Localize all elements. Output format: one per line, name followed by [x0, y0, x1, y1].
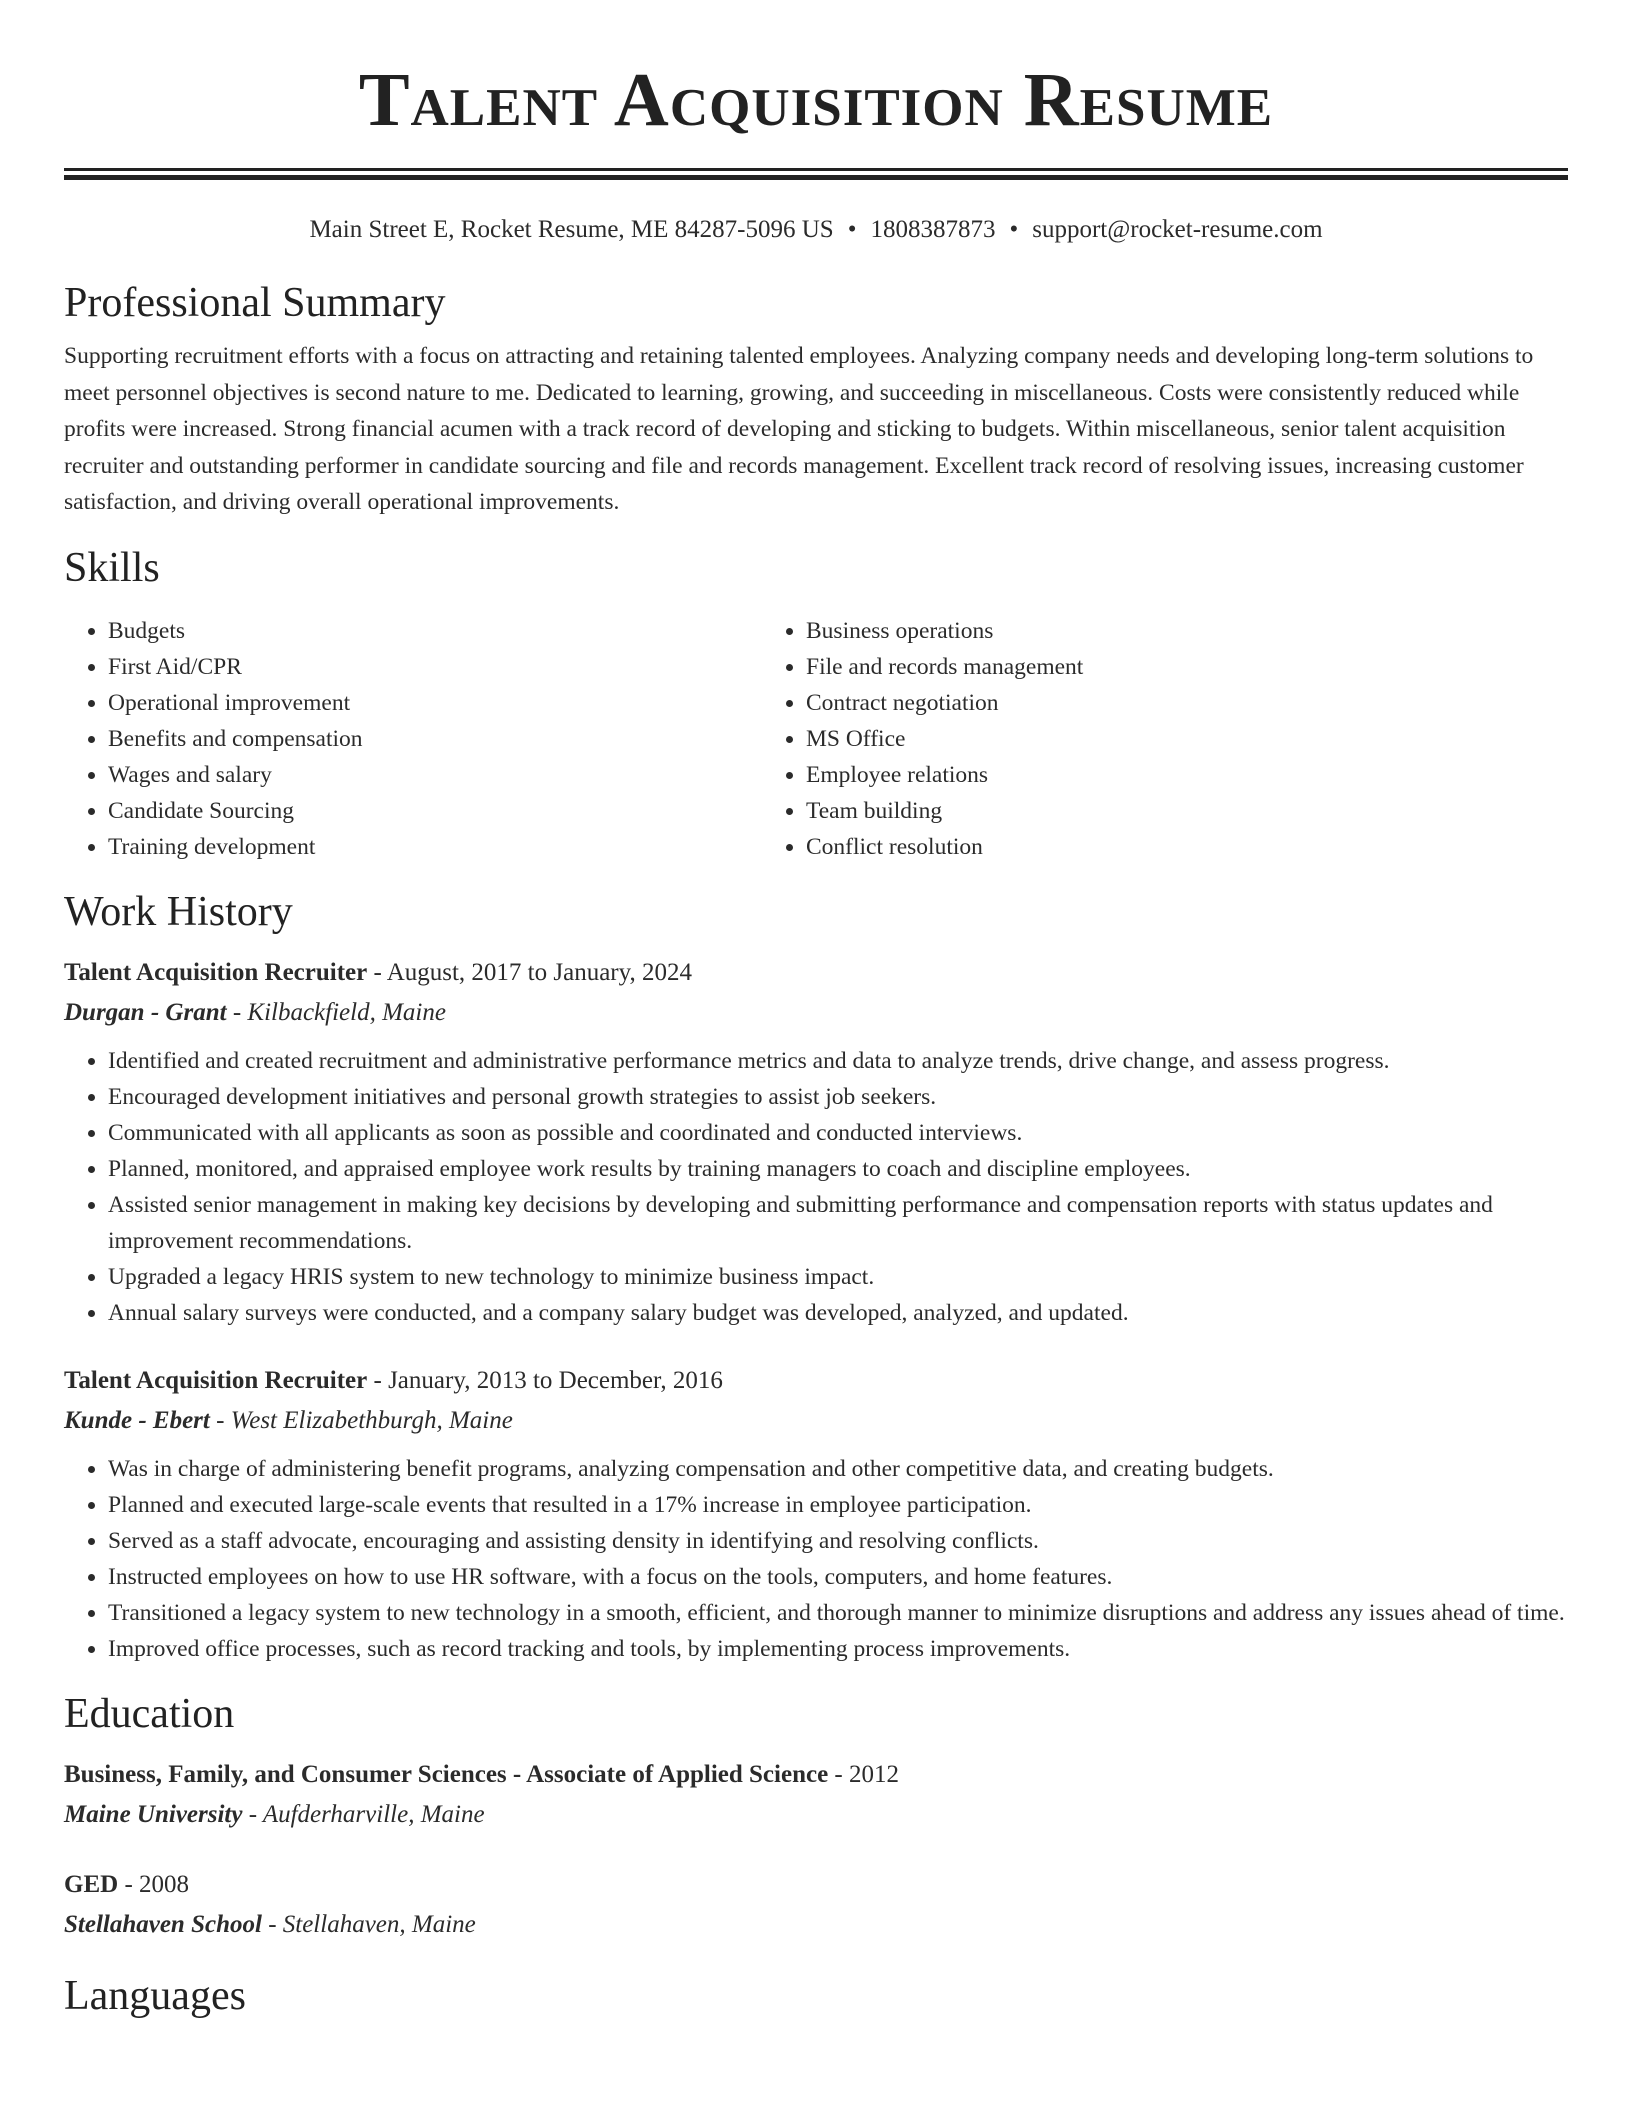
job-duties: [64, 1451, 1568, 1667]
job-title: Talent Acquisition Recruiter: [64, 1366, 368, 1394]
title-divider: [64, 168, 1568, 180]
job-company: Durgan - Grant: [64, 998, 227, 1026]
job-duty: • Annual salary surveys were conducted, and a company salary budget was developed, analyzed, and updated.: [108, 1295, 1568, 1331]
education-degree: Business, Family, and Consumer Sciences - Associate of Applied Science: [64, 1760, 829, 1788]
job-employer: Durgan - Grant - Kilbackfield, Maine: [64, 998, 446, 1026]
job-company: Kunde - Ebert: [64, 1406, 210, 1434]
job-duty: • Planned, monitored, and appraised employee work results by training managers to coach and discipline employees.: [108, 1151, 1568, 1187]
education-location: Aufderharville, Maine: [262, 1800, 485, 1828]
contact-address: Main Street E, Rocket Resume, ME 84287-5096 US: [309, 216, 834, 243]
skill-item: • First Aid/CPR: [108, 649, 762, 685]
education-heading: Education: [64, 1690, 235, 1737]
education-institution: Stellahaven School - Stellahaven, Maine: [64, 1910, 476, 1938]
skill-item: • Conflict resolution: [806, 829, 1568, 865]
contact-phone: 1808387873: [870, 216, 996, 243]
education-header: GED - 2008: [64, 1870, 190, 1898]
job-duty: • Upgraded a legacy HRIS system to new technology to minimize business impact.: [108, 1259, 1568, 1295]
job-location: Kilbackfield, Maine: [247, 998, 446, 1026]
job-duty: • Communicated with all applicants as soon as possible and coordinated and conducted interviews.: [108, 1115, 1568, 1151]
skill-item: • MS Office: [806, 721, 1568, 757]
skill-item: • Training development: [108, 829, 762, 865]
job-title: Talent Acquisition Recruiter: [64, 958, 368, 986]
skills-column-right: [762, 613, 1568, 865]
job-duty: • Instructed employees on how to use HR software, with a focus on the tools, computers, and home features.: [108, 1559, 1568, 1595]
skills-list: [64, 613, 1568, 865]
skill-item: • Contract negotiation: [806, 685, 1568, 721]
skill-item: • Budgets: [108, 613, 762, 649]
languages-heading: Languages: [64, 1972, 246, 2019]
education-entry: [64, 1865, 1568, 1945]
skill-item: • Wages and salary: [108, 757, 762, 793]
job-entry: [64, 1361, 1568, 1667]
skill-item: • Benefits and compensation: [108, 721, 762, 757]
job-entry: [64, 953, 1568, 1331]
contact-separator: •: [1009, 216, 1019, 243]
contact-email: support@rocket-resume.com: [1032, 216, 1323, 243]
job-duty: • Encouraged development initiatives and personal growth strategies to assist job seekers.: [108, 1079, 1568, 1115]
job-header: Talent Acquisition Recruiter - August, 2017 to January, 2024: [64, 958, 693, 986]
job-duty: • Transitioned a legacy system to new technology in a smooth, efficient, and thorough manner to minimize disruptions and address any issues ahead of time.: [108, 1595, 1568, 1631]
work-history-heading: Work History: [64, 888, 293, 935]
skill-item: • Business operations: [806, 613, 1568, 649]
skills-heading: Skills: [64, 544, 160, 591]
education-institution: Maine University - Aufderharville, Maine: [64, 1800, 485, 1828]
education-header: Business, Family, and Consumer Sciences - Associate of Applied Science - 2012: [64, 1760, 899, 1788]
job-duty: • Improved office processes, such as record tracking and tools, by implementing process improvements.: [108, 1631, 1568, 1667]
education-school: Stellahaven School: [64, 1910, 262, 1938]
skill-item: • Candidate Sourcing: [108, 793, 762, 829]
job-location: West Elizabethburgh, Maine: [230, 1406, 513, 1434]
education-degree: GED: [64, 1870, 119, 1898]
contact-line: [64, 214, 1568, 246]
job-employer: Kunde - Ebert - West Elizabethburgh, Maine: [64, 1406, 513, 1434]
skill-item: • Team building: [806, 793, 1568, 829]
contact-separator: •: [847, 216, 857, 243]
job-dates: August, 2017 to January, 2024: [386, 958, 693, 986]
resume-title: Talent Acquisition Resume: [358, 58, 1274, 142]
job-duty: • Planned and executed large-scale events that resulted in a 17% increase in employee participation.: [108, 1487, 1568, 1523]
education-year: 2008: [139, 1870, 190, 1898]
skill-item: • Operational improvement: [108, 685, 762, 721]
education-location: Stellahaven, Maine: [282, 1910, 476, 1938]
summary-heading: Professional Summary: [64, 280, 446, 326]
job-duty: • Served as a staff advocate, encouraging and assisting density in identifying and resolving conflicts.: [108, 1523, 1568, 1559]
education-year: 2012: [849, 1760, 899, 1788]
education-entry: [64, 1755, 1568, 1835]
job-duty: • Identified and created recruitment and administrative performance metrics and data to analyze trends, drive change, and assess progress.: [108, 1043, 1568, 1079]
job-dates: January, 2013 to December, 2016: [388, 1366, 723, 1394]
job-header: Talent Acquisition Recruiter - January, 2013 to December, 2016: [64, 1366, 723, 1394]
job-duty: • Assisted senior management in making key decisions by developing and submitting performance and compensation reports with status updates and improvement recommendations.: [108, 1187, 1568, 1259]
job-duties: [64, 1043, 1568, 1331]
resume-page: [64, 0, 1568, 2021]
skill-item: • Employee relations: [806, 757, 1568, 793]
job-duty: • Was in charge of administering benefit programs, analyzing compensation and other competitive data, and creating budgets.: [108, 1451, 1568, 1487]
summary-text: Supporting recruitment efforts with a focus on attracting and retaining talented employees. Analyzing company needs and developing long-term solutions to meet personnel objectives is second nature to me. Dedicated to learning, growing, and succeeding in miscellaneous. Costs were consistently reduced while profits were increased. Strong financial acumen with a track record of developing and sticking to budgets. Within miscellaneous, senior talent acquisition recruiter and outstanding performer in candidate sourcing and file and records management. Excellent track record of resolving issues, increasing customer satisfaction, and driving overall operational improvements.: [64, 343, 1534, 515]
skill-item: • File and records management: [806, 649, 1568, 685]
education-school: Maine University: [64, 1800, 243, 1828]
skills-column-left: [64, 613, 762, 865]
